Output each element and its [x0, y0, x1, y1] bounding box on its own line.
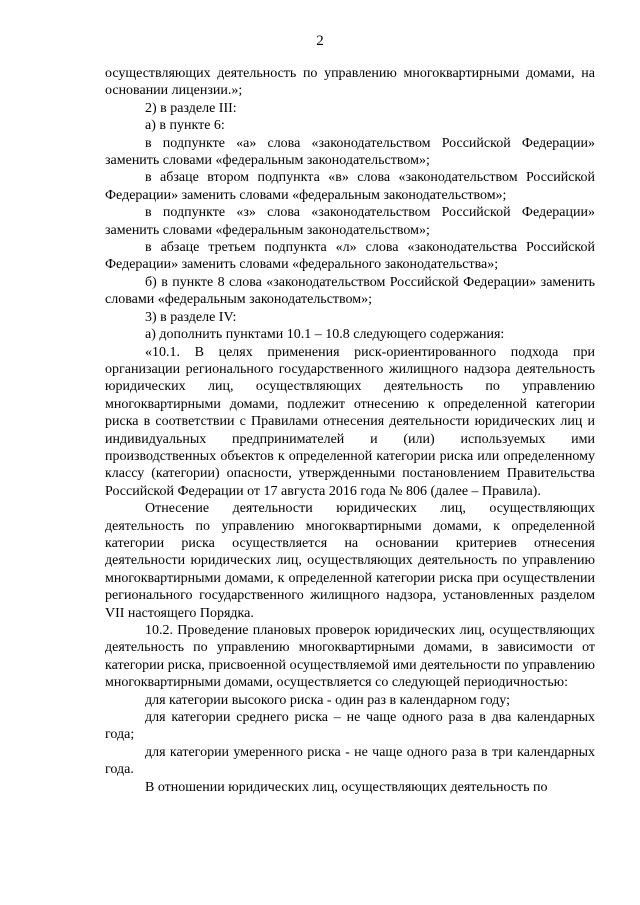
document-body — [105, 65, 595, 796]
paragraph-10-2: 10.2. Проведение плановых проверок юридических лиц, осуществляющих деятельность по управлению многоквартирными домами, в зависимости от категории риска, присвоенной осуществляемой ими деятельности по управлению многоквартирными домами, осуществляется со следующей периодичностью: — [105, 623, 595, 691]
paragraph-high-risk: для категории высокого риска - один раз в календарном году; — [145, 692, 511, 708]
paragraph-subpoint-l: в абзаце третьем подпункта «л» слова «законодательства Российской Федерации» заменить словами «федерального законодательства»; — [105, 240, 595, 273]
paragraph-section-3: 2) в разделе III: — [145, 100, 237, 116]
paragraph-risk-assignment: Отнесение деятельности юридических лиц, осуществляющих деятельность по управлению многоквартирными домами, к определенной категории риска осуществляется на основании критериев отнесения деятельности юридических лиц, осуществляющих деятельность по управлению многоквартирными домами, к определенной категории риска при осуществлении регионального государственного жилищного надзора, установленных разделом VII настоящего Порядка. — [105, 501, 595, 621]
paragraph-point-6: а) в пункте 6: — [145, 118, 225, 134]
paragraph-last: В отношении юридических лиц, осуществляющих деятельность по — [145, 779, 548, 795]
paragraph-subpoint-v: в абзаце втором подпункта «в» слова «законодательством Российской Федерации» заменить словами «федеральным законодательством»; — [105, 170, 595, 203]
paragraph-subpoint-z: в подпункте «з» слова «законодательством Российской Федерации» заменить словами «федеральным законодательством»; — [105, 205, 595, 238]
paragraph-continuation: осуществляющих деятельность по управлению многоквартирными домами, на основании лицензии.»; — [105, 66, 595, 99]
paragraph-medium-risk: для категории среднего риска – не чаще одного раза в два календарных года; — [105, 710, 595, 743]
paragraph-point-8: б) в пункте 8 слова «законодательством Российской Федерации» заменить словами «федеральным законодательством»; — [105, 274, 595, 308]
page-number: 2 — [316, 33, 324, 49]
paragraph-add-points: а) дополнить пунктами 10.1 – 10.8 следующего содержания: — [145, 327, 505, 343]
paragraph-moderate-risk: для категории умеренного риска - не чаще одного раза в три календарных года. — [105, 744, 595, 778]
paragraph-subpoint-a: в подпункте «а» слова «законодательством Российской Федерации» заменить словами «федеральным законодательством»; — [105, 135, 595, 169]
paragraph-10-1: «10.1. В целях применения риск-ориентированного подхода при организации регионального государственного жилищного надзора деятельность юридических лиц, осуществляющих деятельность по управлению многоквартирными домами, подлежит отнесению к определенной категории риска в соответствии с Правилами отнесения деятельности юридических лиц и индивидуальных предпринимателей и (или) используемых ими производственных объектов к определенной категории риска или определенному классу (категории) опасности, утвержденными постановлением Правительства Российской Федерации от 17 августа 2016 года № 806 (далее – Правила). — [105, 344, 595, 499]
paragraph-section-4: 3) в разделе IV: — [145, 309, 237, 325]
